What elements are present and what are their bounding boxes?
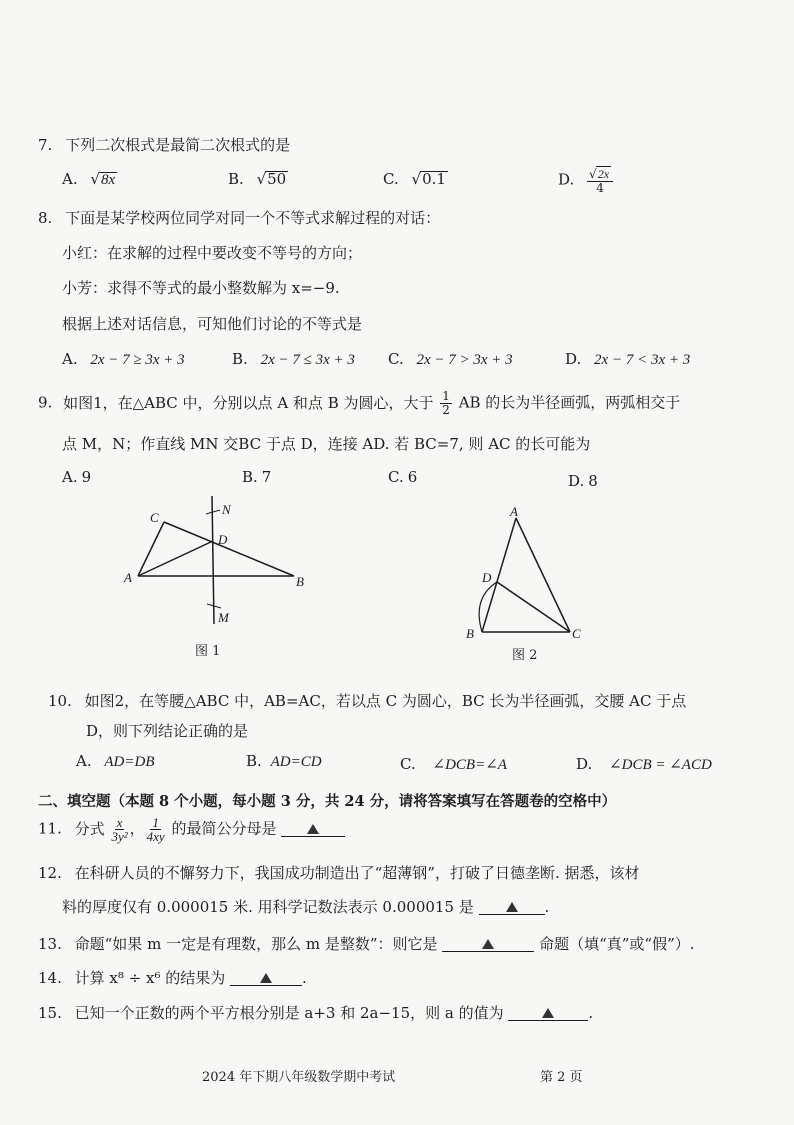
question-15 — [38, 1002, 593, 1023]
fraction-1-numerator: x — [116, 815, 123, 830]
question-stem: 下列二次根式是最简二次根式的是 — [65, 136, 291, 154]
question-10 — [48, 690, 686, 711]
fraction-1-denominator: 3y² — [111, 829, 128, 844]
dialog-xiaofang: 小芳：求得不等式的最小整数解为 x=−9. — [62, 279, 340, 297]
question-prefix: 命题“如果 m 一定是有理数，那么 m 是整数”：则它是 — [74, 935, 438, 953]
fraction-denominator: 2 — [442, 403, 450, 417]
option-label: D. — [558, 170, 575, 189]
question-ask: 根据上述对话信息，可知他们讨论的不等式是 — [62, 315, 363, 333]
question-number: 9. — [38, 393, 53, 412]
question-8 — [38, 207, 440, 228]
label-n: N — [222, 502, 231, 517]
question-number: 12. — [38, 864, 62, 882]
answer-blank[interactable] — [479, 898, 545, 915]
triangle-icon — [542, 1008, 554, 1018]
question-12 — [38, 862, 640, 883]
option-text: ∠DCB=∠A — [432, 757, 507, 773]
figure-2 — [458, 500, 598, 645]
option-label: A. — [62, 350, 78, 368]
section-2-title: 二、填空题（本题 8 个小题，每小题 3 分，共 24 分，请将答案填写在答题卷的空格中） — [38, 793, 617, 810]
segment-ac — [138, 522, 164, 576]
label-c: C — [572, 626, 581, 641]
question-number: 14. — [38, 969, 62, 987]
question-14 — [38, 967, 307, 988]
radicand: 50 — [267, 170, 287, 188]
option-b — [232, 350, 355, 369]
option-c — [388, 468, 417, 486]
segment-ad — [138, 541, 213, 576]
fraction-2-denominator: 4xy — [146, 829, 165, 844]
option-a: A. √8x — [62, 170, 116, 188]
question-7 — [38, 134, 290, 155]
segment-ac — [516, 518, 570, 632]
label-d: D — [218, 532, 228, 547]
label-b: B — [466, 626, 474, 641]
period: . — [302, 969, 307, 987]
question-stem: 下面是某学校两位同学对同一个不等式求解过程的对话： — [65, 209, 441, 227]
option-label: C. — [400, 755, 416, 773]
answer-blank[interactable] — [281, 820, 345, 837]
option-d — [576, 755, 712, 774]
fraction-2-numerator: 1 — [152, 815, 159, 830]
option-label: D. — [568, 472, 585, 490]
option-b: B. √50 — [228, 170, 287, 188]
question-prefix: 计算 x⁸ ÷ x⁶ 的结果为 — [74, 969, 226, 987]
option-b — [246, 752, 322, 771]
option-a — [76, 752, 155, 771]
label-m: M — [218, 610, 229, 625]
option-label: A. — [62, 170, 78, 188]
triangle-icon — [307, 824, 319, 834]
option-text: 2x − 7 ≥ 3x + 3 — [90, 352, 185, 368]
question-number: 15. — [38, 1004, 62, 1022]
option-text: ∠DCB = ∠ACD — [609, 757, 712, 773]
question-number: 7. — [38, 136, 53, 154]
option-label: D. — [576, 755, 593, 773]
option-label: D. — [565, 350, 582, 368]
option-d — [565, 350, 690, 369]
answer-blank[interactable] — [508, 1004, 588, 1021]
answer-blank[interactable] — [230, 969, 302, 986]
option-label: C. — [388, 468, 404, 486]
period: . — [544, 898, 550, 916]
question-number: 13. — [38, 935, 62, 953]
option-a — [62, 468, 91, 486]
option-a — [62, 350, 185, 369]
option-label: B. — [232, 350, 248, 368]
question-13 — [38, 933, 695, 954]
option-label: A. — [76, 752, 92, 770]
label-a: A — [510, 504, 518, 519]
question-number: 11. — [38, 819, 62, 838]
option-label: C. — [383, 170, 399, 188]
option-text: 9 — [81, 468, 92, 486]
separator: ， — [129, 819, 145, 838]
option-text: 2x − 7 ≤ 3x + 3 — [260, 352, 355, 368]
label-b: B — [296, 574, 304, 589]
question-number: 8. — [38, 209, 53, 227]
option-label: B. — [242, 468, 258, 486]
triangle-icon — [482, 939, 494, 949]
option-text: 2x − 7 > 3x + 3 — [416, 352, 513, 368]
period: . — [588, 1004, 594, 1022]
option-label: B. — [246, 752, 262, 770]
option-c — [400, 755, 507, 774]
figure-1 — [110, 492, 320, 632]
dialog-xiaohong: 小红：在求解的过程中要改变不等号的方向； — [62, 244, 363, 262]
question-suffix: 的最简公分母是 — [171, 819, 277, 838]
figure-1-caption: 图 1 — [195, 644, 221, 659]
option-c — [388, 350, 513, 369]
label-d: D — [482, 570, 492, 585]
radicand: 2x — [597, 167, 610, 181]
segment-cd — [497, 582, 570, 632]
triangle-icon — [260, 973, 272, 983]
option-label: B. — [228, 170, 244, 188]
question-number: 10. — [48, 692, 72, 710]
question-9-line2: 点 M，N；作直线 MN 交BC 于点 D，连接 AD. 若 BC=7, 则 AC 的长可能为 — [62, 435, 591, 453]
question-prefix: 已知一个正数的两个平方根分别是 a+3 和 2a−15，则 a 的值为 — [74, 1004, 504, 1022]
question-12-line2 — [62, 896, 549, 917]
option-text: AD=DB — [104, 754, 155, 770]
figure-2-caption: 图 2 — [512, 648, 538, 663]
fraction-numerator: 1 — [442, 389, 450, 403]
footer-page: 第 2 页 — [540, 1070, 583, 1085]
label-c: C — [150, 510, 159, 525]
option-text: AD=CD — [270, 754, 322, 770]
question-11 — [38, 816, 345, 843]
question-suffix: 命题（填“真”或“假”）. — [539, 935, 695, 953]
question-stem: 如图1，在△ABC 中，分别以点 A 和点 B 为圆心，大于 — [63, 393, 434, 412]
option-c: C. √0.1 — [383, 170, 446, 188]
question-stem-cont: AB 的长为半径画弧，两弧相交于 — [458, 393, 681, 412]
option-d — [568, 472, 598, 490]
segment-cb — [164, 522, 294, 576]
question-10-line2: D，则下列结论正确的是 — [86, 722, 249, 740]
question-9 — [38, 390, 680, 417]
option-text: 6 — [407, 468, 418, 486]
question-stem: 在科研人员的不懈努力下，我国成功制造出了“超薄钢”，打破了日德垄断. 据悉，该材 — [74, 864, 640, 882]
option-label: A. — [62, 468, 78, 486]
footer-title: 2024 年下期八年级数学期中考试 — [202, 1070, 396, 1085]
denominator: 4 — [596, 181, 604, 195]
radicand: 0.1 — [422, 170, 446, 188]
option-b — [242, 468, 271, 486]
question-stem-cont: 料的厚度仅有 0.000015 米. 用科学记数法表示 0.000015 是 — [62, 898, 474, 916]
label-a: A — [124, 570, 132, 585]
option-label: C. — [388, 350, 404, 368]
triangle-icon — [506, 902, 518, 912]
option-text: 7 — [261, 468, 272, 486]
question-stem: 如图2，在等腰△ABC 中，AB=AC，若以点 C 为圆心，BC 长为半径画弧，交腰 AC 于点 — [84, 692, 687, 710]
option-text: 8 — [588, 472, 598, 490]
answer-blank[interactable] — [442, 935, 534, 952]
radicand: 8x — [100, 172, 116, 188]
line-mn — [212, 496, 214, 624]
question-prefix: 分式 — [74, 819, 105, 838]
option-d: D. $\frac{√2x}{4}$ — [558, 166, 615, 195]
option-text: 2x − 7 < 3x + 3 — [594, 352, 691, 368]
